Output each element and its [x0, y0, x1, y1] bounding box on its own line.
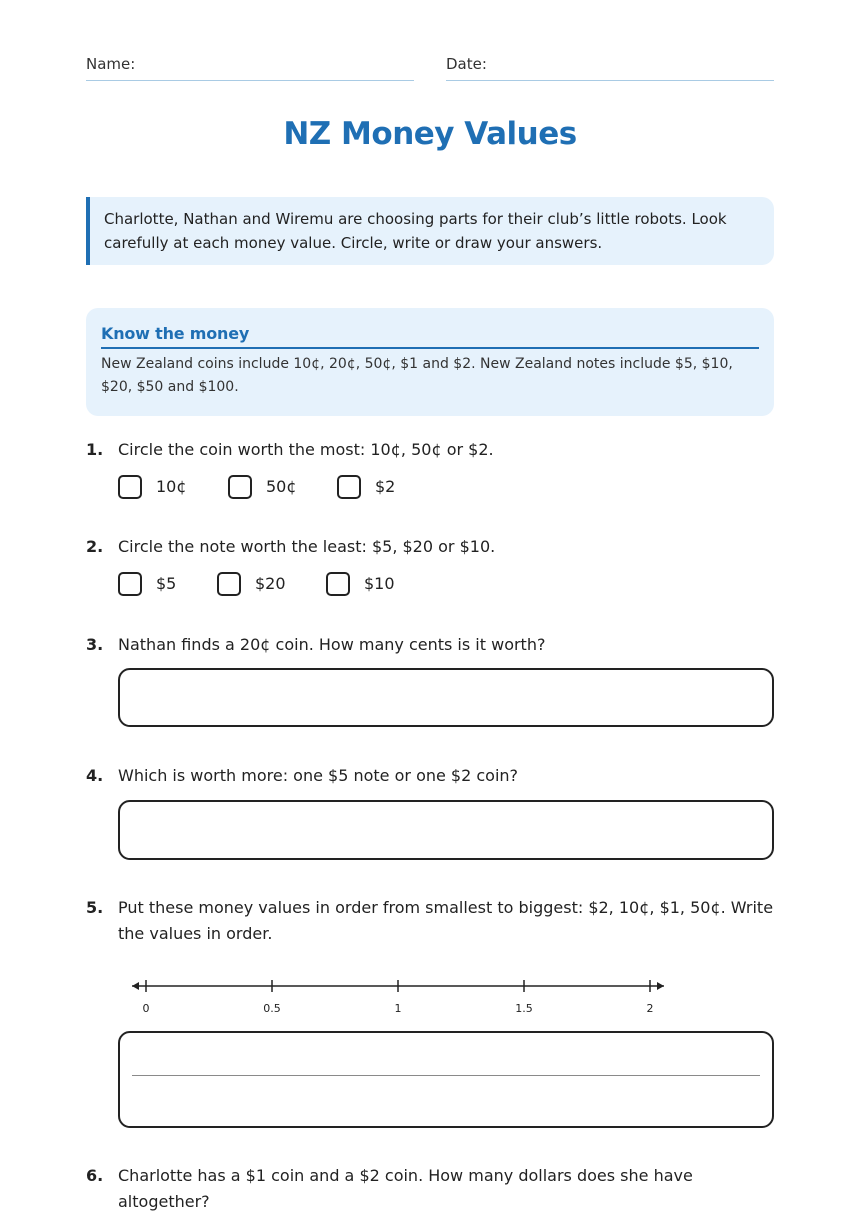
number-line-tick-label: 1.5: [515, 1002, 533, 1015]
answer-box-4[interactable]: [118, 800, 774, 860]
question-text: Circle the coin worth the most: 10¢, 50¢ or $2.: [118, 440, 494, 459]
name-field[interactable]: [86, 54, 414, 81]
question-1-options: [118, 475, 418, 503]
page-title: NZ Money Values: [283, 116, 577, 152]
checkbox-square[interactable]: [217, 572, 241, 596]
question-text: Put these money values in order from smallest to biggest: $2, 10¢, $1, 50¢. Write the values in order.: [118, 898, 774, 943]
answer-box-5[interactable]: [118, 1031, 774, 1128]
header-row: [86, 54, 774, 80]
question-text: Which is worth more: one $5 note or one $2 coin?: [118, 766, 519, 785]
option-label: $20: [255, 574, 286, 593]
question-text: Circle the note worth the least: $5, $20 or $10.: [118, 537, 496, 556]
date-label: Date:: [446, 55, 487, 73]
question-number: 6.: [86, 1166, 104, 1185]
question-2-options: [118, 572, 418, 600]
option-label: $2: [375, 477, 396, 496]
question-number: 5.: [86, 898, 104, 917]
left-arrow-icon: [132, 982, 139, 990]
question-text: Nathan finds a 20¢ coin. How many cents is it worth?: [118, 635, 546, 654]
question-text: Charlotte has a $1 coin and a $2 coin. How many dollars does she have altogether?: [118, 1166, 693, 1211]
option-label: 50¢: [266, 477, 297, 496]
checkbox-square[interactable]: [326, 572, 350, 596]
number-line-tick-label: 0.5: [263, 1002, 281, 1015]
answer-box-3[interactable]: [118, 668, 774, 727]
checkbox-square[interactable]: [337, 475, 361, 499]
date-field[interactable]: [446, 54, 774, 81]
number-line-tick-label: 0: [142, 1002, 150, 1015]
question-number: 2.: [86, 537, 104, 556]
question-number: 3.: [86, 635, 104, 654]
question-number: 4.: [86, 766, 104, 785]
know-the-money-box: [86, 308, 774, 416]
number-line: [118, 972, 678, 1022]
checkbox-square[interactable]: [118, 572, 142, 596]
number-line-svg: [118, 972, 678, 1022]
question-number: 1.: [86, 440, 104, 459]
checkbox-square[interactable]: [228, 475, 252, 499]
number-line-tick-label: 2: [646, 1002, 654, 1015]
right-arrow-icon: [657, 982, 664, 990]
option-label: $10: [364, 574, 395, 593]
know-box-text: New Zealand coins include 10¢, 20¢, 50¢, $1 and $2. New Zealand notes include $5, $10, $20, $50 and $100.: [101, 356, 733, 395]
checkbox-square[interactable]: [118, 475, 142, 499]
number-line-tick-label: 1: [394, 1002, 402, 1015]
option-label: 10¢: [156, 477, 187, 496]
answer-writing-line: [132, 1075, 760, 1076]
name-label: Name:: [86, 55, 136, 73]
know-box-title: Know the money: [101, 324, 759, 349]
intro-box: Charlotte, Nathan and Wiremu are choosing parts for their club’s little robots. Look carefully at each money value. Circle, write or draw your answers.: [86, 197, 774, 265]
option-label: $5: [156, 574, 177, 593]
